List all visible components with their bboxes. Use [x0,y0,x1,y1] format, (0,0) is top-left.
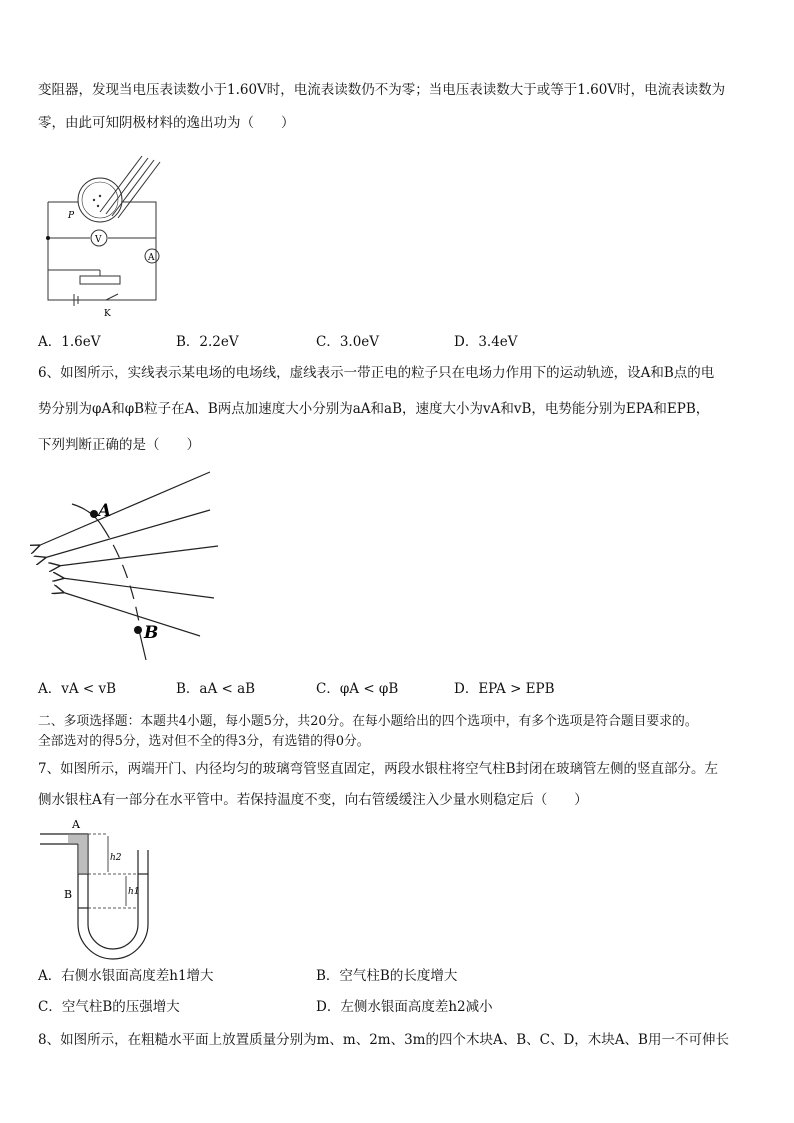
q7-option-a: A．右侧水银面高度差h1增大 [38,968,214,984]
q6-text-line2: 势分别为φA和φB粒子在A、B两点加速度大小分别为aA和aB，速度大小为vA和vB，电势能分别为EPA和EPB， [38,401,710,417]
q7-text-line1: 7、如图所示，两端开门、内径均匀的玻璃弯管竖直固定，两段水银柱将空气柱B封闭在玻璃管左侧的竖直部分。左 [38,761,719,777]
q7-text-line2: 侧水银柱A有一部分在水平管中。若保持温度不变，向右管缓缓注入少量水则稳定后（ ） [38,792,588,808]
q7-option-c: C．空气柱B的压强增大 [38,999,180,1015]
section2-heading-line1: 二、多项选择题：本题共4小题，每小题5分，共20分。在每小题给出的四个选项中，有多个选项是符合题目要求的。 [38,714,698,729]
point-b-label: B [144,623,159,643]
q5-text-line1: 变阻器，发现当电压表读数小于1.60V时，电流表读数仍不为零；当电压表读数大于或等于1.60V时，电流表读数为 [38,82,726,98]
q7-option-b: B．空气柱B的长度增大 [316,968,458,984]
q6-text-line1: 6、如图所示，实线表示某电场的电场线，虚线表示一带正电的粒子只在电场力作用下的运动轨迹，设A和B点的电 [38,365,715,381]
q6-option-b: B．aA < aB [176,681,256,697]
q5-option-c: C．3.0eV [316,334,380,350]
q8-text-line1: 8、如图所示，在粗糙水平面上放置质量分别为m、m、2m、3m的四个木块A、B、C、D，木块A、B用一不可伸长 [38,1032,729,1048]
label-h2: h2 [110,853,122,863]
label-h1: h1 [128,887,140,897]
q5-option-a: A．1.6eV [38,334,101,350]
q6-option-d: D．EPA > EPB [454,681,555,697]
ammeter-label: A [148,253,155,263]
label-p: P [68,211,75,221]
section2-heading-line2: 全部选对的得5分，选对但不全的得3分，有选错的得0分。 [38,734,370,749]
point-a-label: A [98,501,112,521]
electric-field-figure [30,468,230,668]
q5-text-line2: 零，由此可知阴极材料的逸出功为（ ） [38,115,295,131]
photocell-circuit-figure [38,150,168,320]
switch-label: K [104,309,111,319]
q7-option-d: D．左侧水银面高度差h2减小 [316,999,493,1015]
q5-option-b: B．2.2eV [176,334,239,350]
q6-option-a: A．vA < vB [38,681,117,697]
u-tube-figure [38,814,158,964]
q5-option-d: D．3.4eV [454,334,518,350]
voltmeter-label: V [95,235,102,245]
q6-text-line3: 下列判断正确的是（ ） [38,437,200,453]
label-b: B [64,888,73,901]
label-a: A [72,818,80,831]
q6-option-c: C．φA < φB [316,681,399,697]
